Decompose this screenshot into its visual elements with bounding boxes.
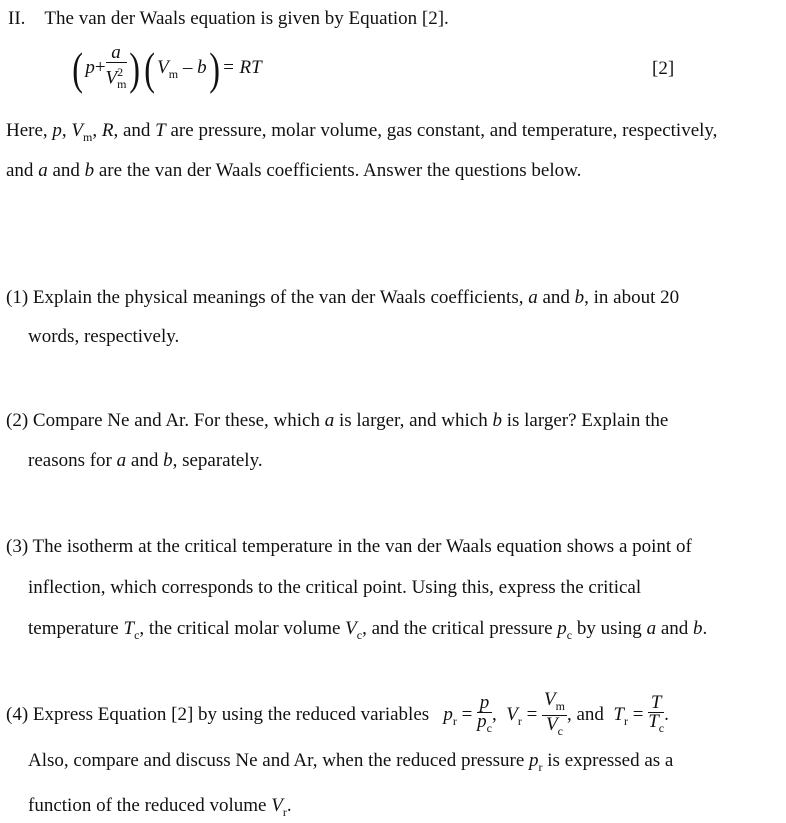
text: , and (566, 704, 604, 725)
eq-minus-b: – b (182, 57, 207, 78)
eq-rhs: = RT (221, 57, 262, 78)
var-v: V (71, 120, 84, 141)
text: and (47, 160, 85, 181)
text: . (286, 795, 292, 816)
text: reasons for (28, 450, 117, 471)
text: , in about 20 (584, 287, 680, 308)
text: is larger, and which (334, 410, 493, 431)
text: , and the critical pressure (362, 618, 558, 639)
var-b: b (84, 160, 95, 181)
left-paren-2: ( (144, 42, 155, 94)
var-b: b (163, 450, 173, 471)
num-t: T (650, 692, 662, 714)
var-pc: p (557, 618, 567, 639)
text: and (537, 287, 575, 308)
fraction-t-over-tc (648, 694, 664, 737)
question-1-line-1 (6, 287, 679, 309)
var-tr: T (613, 704, 624, 725)
text: , separately. (172, 450, 263, 471)
fraction-p-over-pc (477, 694, 492, 737)
var-a: a (324, 410, 335, 431)
sub-r: r (538, 759, 543, 774)
eq-vm2: V (157, 57, 169, 78)
sub-c: c (356, 627, 363, 642)
question-1-line-2: words, respectively. (28, 326, 180, 347)
heading-text: The van der Waals equation is given by Equation [2]. (44, 8, 449, 29)
sub-m: m (83, 129, 93, 144)
definitions-line-1 (6, 120, 717, 148)
var-b: b (492, 410, 502, 431)
eq-plus: + (94, 57, 106, 78)
var-a: a (116, 450, 127, 471)
sub-c: c (486, 721, 492, 736)
text: Here, (6, 120, 53, 141)
problem-heading (8, 8, 449, 30)
num-v: V (544, 689, 556, 711)
question-4-line-2 (28, 750, 673, 778)
question-2-line-2 (28, 450, 263, 472)
eq-subm2: m (168, 66, 179, 81)
text: . (702, 618, 708, 639)
sub-c: c (658, 721, 665, 736)
sub-r: r (517, 713, 522, 728)
var-p: p (52, 120, 62, 141)
den-v: V (546, 714, 558, 736)
text: temperature (28, 618, 124, 639)
var-vr: V (506, 704, 518, 725)
num-p: p (479, 692, 490, 714)
text: (1) Explain the physical meanings of the van der Waals coefficients, (6, 287, 529, 308)
text: , (61, 120, 72, 141)
question-3-line-1: (3) The isotherm at the critical temperature in the van der Waals equation shows a point of (6, 536, 692, 557)
var-vc: V (345, 618, 357, 639)
eq-fraction-a-over-vm2 (106, 44, 127, 93)
var-b: b (693, 618, 703, 639)
equals: = (526, 704, 538, 725)
text: (4) Express Equation [2] by using the reduced variables (6, 704, 430, 725)
text: is expressed as a (542, 750, 674, 771)
equals: = (632, 704, 644, 725)
left-paren: ( (72, 42, 84, 94)
definitions-line-2 (6, 160, 581, 182)
equation-label: [2] (652, 58, 675, 79)
text: function of the reduced volume (28, 795, 272, 816)
fraction-vm-over-vc (542, 691, 567, 740)
var-b: b (574, 287, 585, 308)
text: is larger? Explain the (501, 410, 669, 431)
den-t: T (648, 711, 659, 733)
heading-number: II. (8, 8, 26, 29)
right-paren: ) (128, 42, 140, 94)
text: (2) Compare Ne and Ar. For these, which (6, 410, 325, 431)
sub-c: c (134, 627, 140, 642)
var-a: a (38, 160, 48, 181)
right-paren-2: ) (208, 42, 220, 94)
var-pr: p (443, 704, 453, 725)
sub-r: r (282, 804, 287, 819)
question-4-line-1 (6, 690, 669, 740)
eq-a: a (111, 42, 121, 64)
text: and (6, 160, 39, 181)
var-pr: p (529, 750, 539, 771)
text: by using (572, 618, 647, 639)
text: and (126, 450, 164, 471)
question-3-line-2: inflection, which corresponds to the critical point. Using this, express the critical (28, 577, 642, 598)
var-r: R (101, 120, 114, 141)
var-vr: V (271, 795, 283, 816)
question-4-line-3 (28, 795, 292, 823)
sub-m: m (555, 699, 565, 714)
text: , and (113, 120, 156, 141)
text: are pressure, molar volume, gas constant, and temperature, respectively, (165, 120, 718, 141)
var-a: a (528, 287, 538, 308)
text: are the van der Waals coefficients. Answer the questions below. (94, 160, 582, 181)
sub-r: r (452, 713, 457, 728)
den-p: p (477, 711, 487, 733)
text: , the critical molar volume (139, 618, 346, 639)
question-2-line-1 (6, 410, 668, 432)
sub-r: r (624, 713, 628, 728)
eq-p: p (85, 57, 95, 78)
question-3-line-3 (28, 618, 707, 646)
sub-c: c (566, 627, 573, 642)
vdw-equation (70, 38, 262, 98)
comma: , (491, 704, 497, 725)
period: . (664, 704, 669, 725)
text: Also, compare and discuss Ne and Ar, when the reduced pressure (28, 750, 530, 771)
equals: = (461, 704, 473, 725)
eq-subm: m (117, 77, 127, 92)
eq-sup2: 2 (117, 65, 124, 80)
var-tc: T (123, 618, 135, 639)
text: , (92, 120, 102, 141)
sub-c: c (557, 723, 563, 738)
text: and (656, 618, 693, 639)
eq-vm: V (105, 67, 118, 89)
var-t: T (155, 120, 166, 141)
var-a: a (646, 618, 657, 639)
